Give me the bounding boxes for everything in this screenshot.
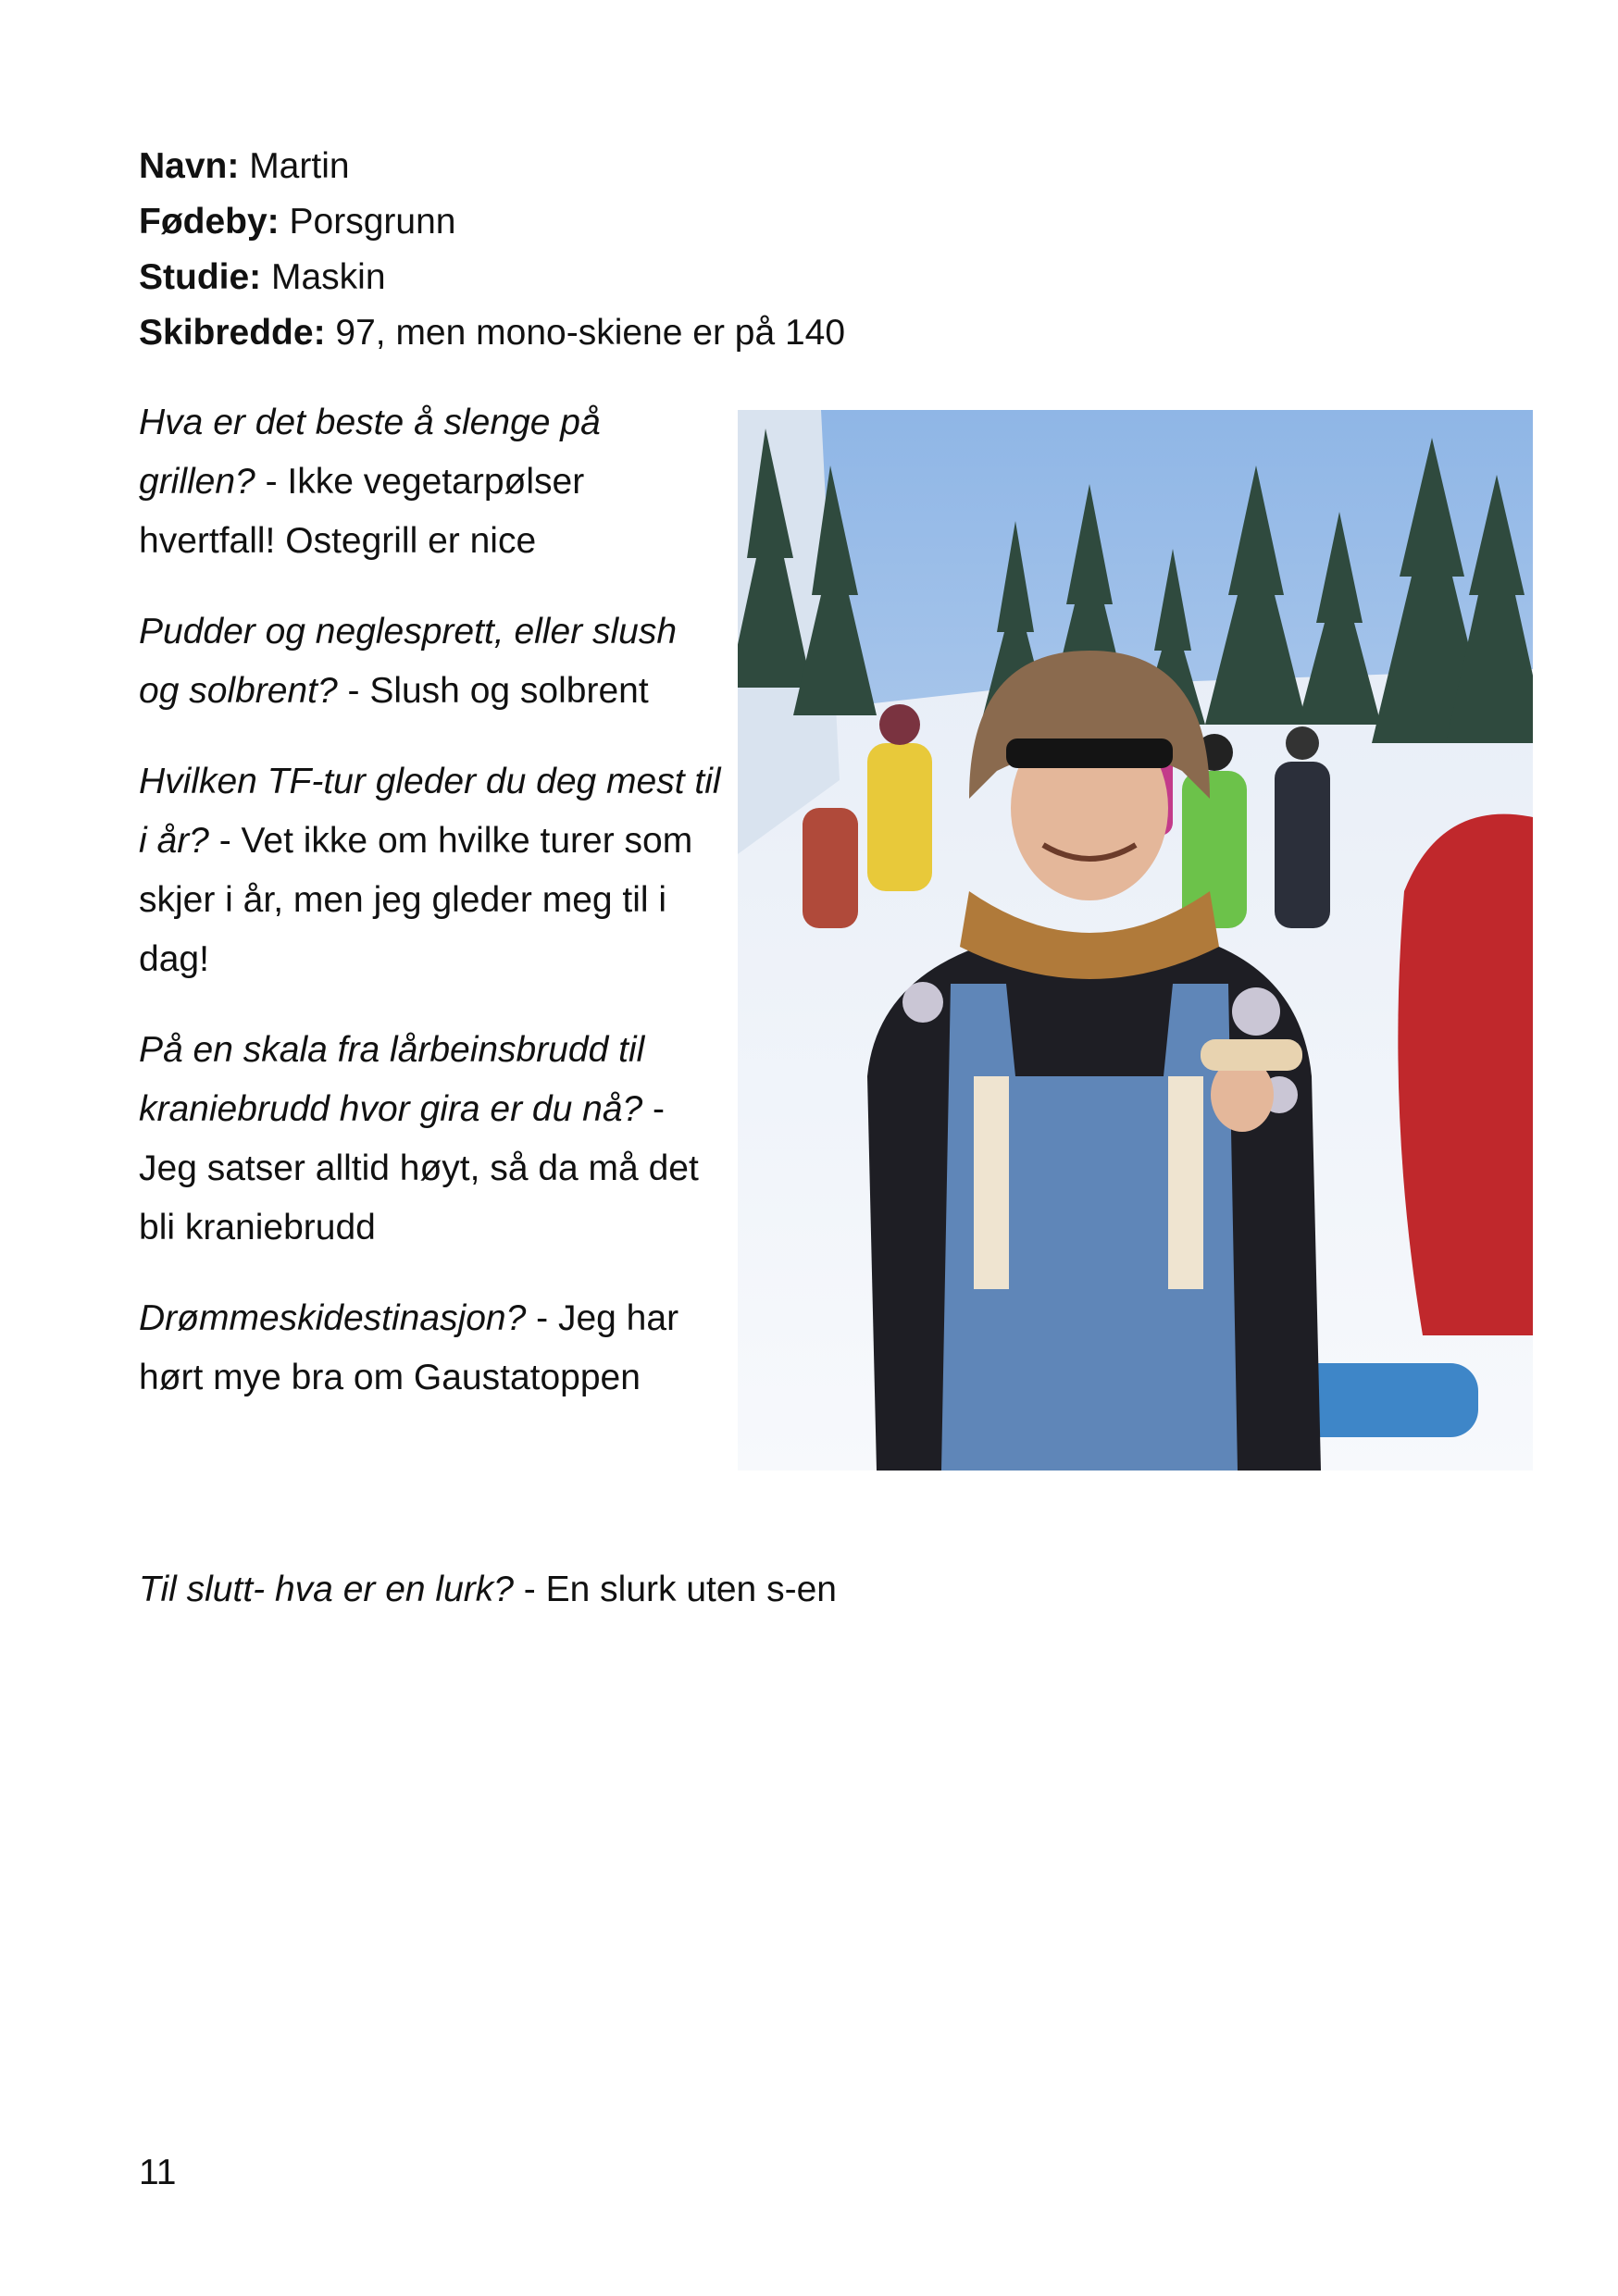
qa-item-trip bbox=[139, 752, 722, 989]
answer: - Ikke vegetarpølser hvertfall! Ostegrill er nice bbox=[139, 462, 585, 561]
qa-item-grill bbox=[139, 393, 722, 571]
fact-label: Navn: bbox=[139, 146, 240, 186]
fact-value: 97, men mono-skiene er på 140 bbox=[325, 313, 846, 353]
fact-label: Fødeby: bbox=[139, 202, 280, 242]
question: Pudder og neglesprett, eller slush og solbrent? bbox=[139, 612, 678, 711]
interview-column bbox=[139, 393, 722, 1439]
answer: - Jeg satser alltid høyt, så da må det bli kraniebrudd bbox=[139, 1089, 699, 1247]
fact-ski-width bbox=[139, 305, 1250, 361]
qa-item-final bbox=[139, 1560, 1435, 1620]
question: Drømmeskidestinasjon? bbox=[139, 1298, 527, 1338]
page-number: 11 bbox=[139, 2153, 177, 2192]
qa-item-snow bbox=[139, 602, 722, 721]
answer: - Slush og solbrent bbox=[337, 671, 649, 711]
question: På en skala fra lårbeinsbrudd til kraniebrudd hvor gira er du nå? bbox=[139, 1030, 645, 1129]
fact-birthplace bbox=[139, 194, 1250, 250]
fact-label: Studie: bbox=[139, 257, 262, 297]
answer: - Vet ikke om hvilke turer som skjer i år, men jeg gleder meg til i dag! bbox=[139, 821, 693, 979]
answer: - Jeg har hørt mye bra om Gaustatoppen bbox=[139, 1298, 679, 1397]
fact-value: Maskin bbox=[261, 257, 386, 297]
portrait-photo bbox=[738, 410, 1533, 1471]
fact-value: Porsgrunn bbox=[279, 202, 456, 242]
qa-item-hype-scale bbox=[139, 1021, 722, 1258]
profile-facts bbox=[139, 139, 1250, 361]
question: Hva er det beste å slenge på grillen? bbox=[139, 403, 601, 502]
fact-value: Martin bbox=[239, 146, 350, 186]
fact-name bbox=[139, 139, 1250, 194]
fact-study bbox=[139, 250, 1250, 305]
qa-item-dream-destination bbox=[139, 1289, 722, 1408]
question: Til slutt- hva er en lurk? bbox=[139, 1570, 514, 1609]
fact-label: Skibredde: bbox=[139, 313, 326, 353]
question: Hvilken TF-tur gleder du deg mest til i år? bbox=[139, 762, 721, 861]
answer: - En slurk uten s-en bbox=[513, 1570, 837, 1609]
portrait-illustration bbox=[738, 410, 1533, 1471]
